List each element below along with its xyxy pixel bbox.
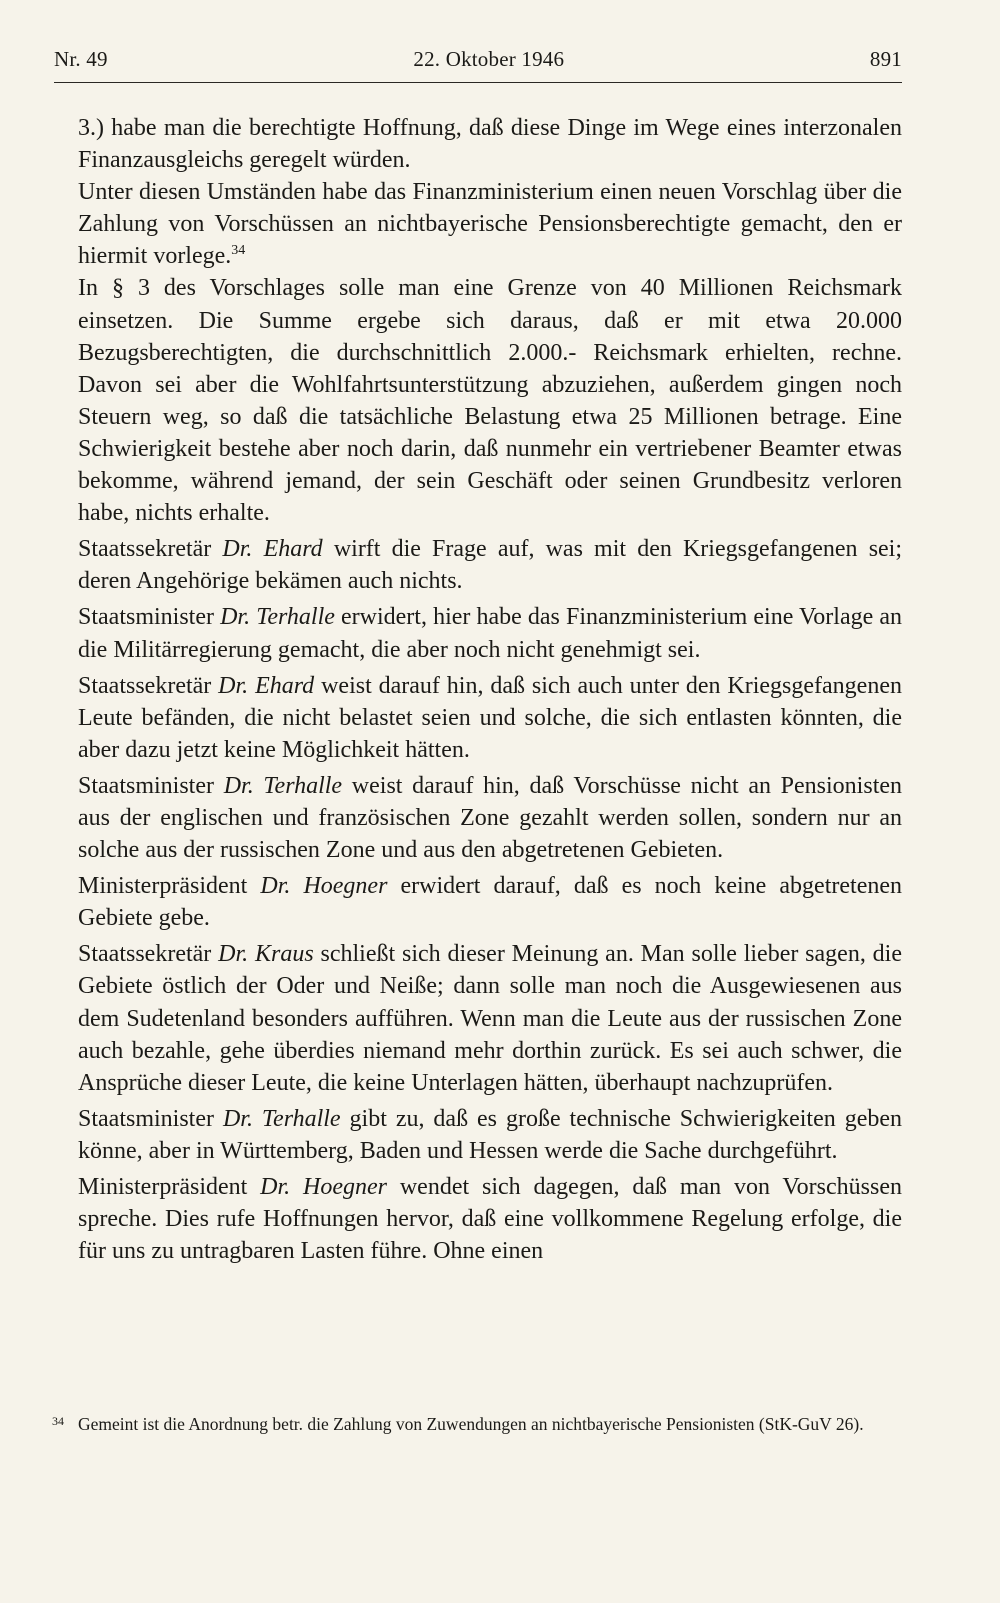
- speaker-name: Dr. Terhalle: [223, 772, 343, 799]
- paragraph: [78, 938, 902, 1098]
- speaker-name: Dr. Kraus: [218, 941, 314, 968]
- paragraph-text: Staatsminister: [78, 1105, 223, 1132]
- paragraph-text: weist darauf hin, daß sich auch unter den Kriegsgefangenen Leute befänden, die nicht belastet seien und solche, die sich entlasten könnten, die aber dazu jetzt keine Möglichkeit hätten.: [78, 672, 902, 763]
- paragraph: [78, 601, 902, 665]
- footnotes: [52, 1412, 902, 1437]
- footnote-text: Gemeint ist die Anordnung betr. die Zahlung von Zuwendungen an nichtbayerische Pensionisten (StK-GuV 26).: [78, 1414, 864, 1434]
- footnote-number: 34: [52, 1414, 64, 1428]
- paragraph-text: Staatssekretär: [78, 536, 223, 563]
- paragraph: [78, 272, 902, 529]
- paragraph-text: erwidert, hier habe das Finanzministerium eine Vorlage an die Militärregierung gemacht, die aber noch nicht genehmigt sei.: [78, 604, 903, 663]
- footnote-ref: 34: [231, 243, 246, 259]
- page-date: 22. Oktober 1946: [413, 47, 565, 71]
- paragraph-text: Staatsminister: [78, 772, 224, 799]
- speaker-name: Dr. Hoegner: [260, 873, 388, 900]
- paragraph-text: wendet sich dagegen, daß man von Vorschüssen spreche. Dies rufe Hoffnungen hervor, daß eine vollkommene Regelung erfolge, die für uns zu untragbaren Lasten führe. Ohne einen: [78, 1174, 902, 1265]
- paragraph-text: erwidert darauf, daß es noch keine abgetretenen Gebiete gebe.: [78, 873, 902, 932]
- speaker-name: Dr. Ehard: [218, 672, 315, 699]
- speaker-name: Dr. Ehard: [222, 536, 323, 563]
- paragraph-text: weist darauf hin, daß Vorschüsse nicht an Pensionisten aus der englischen und französischen Zone gezahlt werden sollen, sondern nur an solche aus der russischen Zone und aus den abgetretenen Gebieten.: [78, 772, 903, 864]
- paragraph: [78, 770, 902, 866]
- speaker-name: Dr. Terhalle: [222, 1105, 341, 1132]
- paragraph-text: gibt zu, daß es große technische Schwierigkeiten geben könne, aber in Württemberg, Baden und Hessen werde die Sache durchgeführt.: [78, 1105, 903, 1164]
- speaker-name: Dr. Hoegner: [260, 1174, 387, 1200]
- paragraph-text: Ministerpräsident: [78, 1174, 261, 1200]
- footnote: [52, 1412, 902, 1437]
- paragraph-text: Staatssekretär: [78, 941, 219, 968]
- header-rule: [54, 82, 902, 83]
- paragraph-text: 3.) habe man die berechtigte Hoffnung, daß diese Dinge im Wege eines interzonalen Finanzausgleichs geregelt würden.: [78, 115, 902, 174]
- paragraph-text: wirft die Frage auf, was mit den Kriegsgefangenen sei; deren Angehörige bekämen auch nichts.: [78, 536, 903, 595]
- paragraph-text: In § 3 des Vorschlages solle man eine Grenze von 40 Millionen Reichsmark einsetzen. Die Summe ergebe sich daraus, daß er mit etwa 20.000 Bezugsberechtigten, die durchschnittlich 2.000.- Reichsmark erhielten, rechne. Davon sei aber die Wohlfahrtsunterstützung abzuziehen, außerdem gingen noch Steuern weg, so daß die tatsächliche Belastung etwa 25 Millionen betrage. Eine Schwierigkeit bestehe aber noch darin, daß nunmehr ein vertriebener Beamter etwas bekomme, während jemand, der sein Geschäft oder seinen Grundbesitz verloren habe, nichts erhalte.: [78, 275, 902, 527]
- speaker-name: Dr. Terhalle: [220, 604, 335, 631]
- paragraph: [78, 670, 902, 766]
- paragraph-text: Staatsminister: [78, 604, 221, 631]
- paragraph-text: Unter diesen Umständen habe das Finanzministerium einen neuen Vorschlag über die Zahlung von Vorschüssen an nichtbayerische Pensionsberechtigte gemacht, den er hiermit vorlege.: [78, 179, 902, 270]
- paragraph: [78, 112, 902, 176]
- paragraph: [78, 176, 902, 272]
- paragraph: [78, 870, 902, 934]
- page-number: 891: [869, 47, 902, 71]
- paragraph: [78, 533, 902, 597]
- body-text: [78, 112, 902, 1267]
- paragraph-text: Ministerpräsident: [78, 873, 261, 900]
- paragraph: [78, 1103, 902, 1167]
- running-head: [54, 47, 902, 72]
- paragraph: [78, 1171, 902, 1267]
- paragraph-text: schließt sich dieser Meinung an. Man solle lieber sagen, die Gebiete östlich der Oder und Neiße; dann solle man noch die Ausgewiesenen aus dem Sudetenland besonders aufführen. Wenn man die Leute aus der russischen Zone auch bezahle, gehe überdies niemand mehr dorthin zurück. Es sei auch schwer, die Ansprüche dieser Leute, die keine Unterlagen hätten, überhaupt nachzuprüfen.: [78, 941, 902, 1096]
- issue-number: Nr. 49: [54, 47, 108, 71]
- paragraph-text: Staatssekretär: [78, 672, 219, 699]
